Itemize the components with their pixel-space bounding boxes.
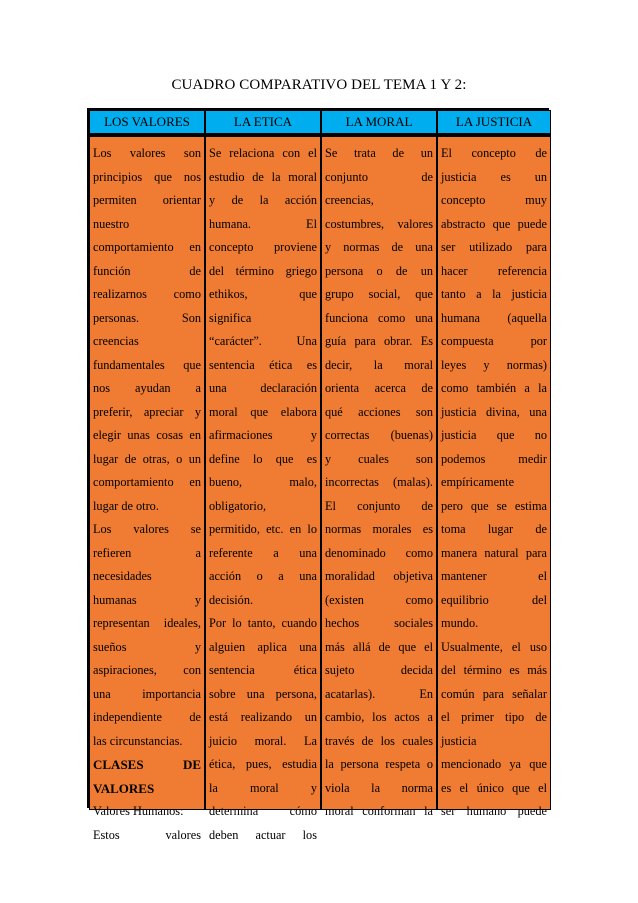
cell-text-line: decisión.: [209, 592, 254, 607]
cell-text-line: concepto muy: [441, 193, 547, 207]
cell-text-line: creencias: [93, 334, 139, 348]
cell-text-line: justicia que no: [441, 428, 547, 442]
cell-text-line: moral conforman la: [325, 804, 433, 818]
cell-text-line: mundo.: [441, 616, 479, 630]
cell-text-line: manera natural para: [441, 545, 547, 560]
cell-text-line: elegir unas cosas en: [93, 428, 201, 442]
cell-text-line: es el único que el: [441, 780, 547, 795]
cell-text-line: Usualmente, el uso: [441, 639, 547, 654]
cell-text-line: permiten orientar: [93, 193, 201, 207]
cell-text-line: representan ideales,: [93, 616, 201, 630]
cell-text-line: tanto a la justicia: [441, 287, 547, 301]
cell-text-line: el primer tipo de: [441, 710, 547, 724]
cell-text-line: compuesta por: [441, 334, 547, 348]
cell-los-valores: [89, 134, 205, 842]
cell-text-line: leyes y normas): [441, 357, 547, 372]
cell-text-line: Por lo tanto, cuando: [209, 616, 317, 630]
header-la-etica: LA ETICA: [205, 110, 321, 134]
header-los-valores: LOS VALORES: [89, 110, 205, 134]
cell-text-line: realizarnos como: [93, 287, 201, 301]
cell-text-line: normas morales es: [325, 522, 433, 536]
cell-text-line: denominado como: [325, 545, 433, 560]
cell-text-line: podemos medir: [441, 451, 547, 466]
cell-text-line: referente a una: [209, 545, 317, 560]
cell-text-line: justicia: [441, 733, 477, 748]
cell-text-line: guía para obrar. Es: [325, 334, 433, 348]
cell-text-line: Valores Humanos:: [93, 804, 184, 818]
cell-text-line: CLASES DE: [93, 757, 201, 772]
cell-text-line: funciona como una: [325, 310, 433, 325]
cell-text-line: El conjunto de: [325, 498, 433, 513]
cell-text-line: hechos sociales: [325, 616, 433, 630]
cell-text-line: El concepto de: [441, 146, 547, 160]
cell-text-line: del término griego: [209, 263, 317, 278]
cell-text-line: creencias,: [325, 193, 374, 207]
cell-text-line: bueno, malo,: [209, 475, 317, 489]
cell-text-line: las circunstancias.: [93, 733, 183, 748]
cell-text-line: y cuales son: [325, 451, 433, 466]
cell-text-line: VALORES: [93, 780, 155, 796]
cell-text-line: equilibrio del: [441, 592, 547, 607]
cell-text-line: preferir, apreciar y: [93, 404, 201, 419]
cell-text-line: hacer referencia: [441, 263, 547, 278]
cell-text-line: Los valores se: [93, 522, 201, 536]
header-la-justicia: LA JUSTICIA: [437, 110, 551, 134]
cell-text-line: deben actuar los: [209, 827, 317, 842]
comparison-table: [87, 108, 549, 842]
cell-text-line: acción o a una: [209, 569, 317, 583]
cell-la-etica: [205, 134, 321, 842]
cell-text-line: como también a la: [441, 381, 547, 395]
cell-text-line: mencionado ya que: [441, 757, 547, 771]
cell-text-line: sobre una persona,: [209, 686, 317, 701]
cell-text-line: principios que nos: [93, 169, 201, 184]
cell-text-line: viola la norma: [325, 780, 433, 795]
cell-text-line: (existen como: [325, 592, 433, 607]
cell-text-line: función de: [93, 263, 201, 278]
cell-text-line: Se relaciona con el: [209, 146, 317, 160]
cell-text-line: determina cómo: [209, 804, 317, 818]
cell-text-line: incorrectas (malas).: [325, 475, 433, 489]
cell-text-line: sentencia ética: [209, 663, 317, 677]
cell-text-line: ethikos, que: [209, 287, 317, 301]
cell-text-line: pero que se estima: [441, 498, 547, 513]
cell-text-line: refieren a: [93, 545, 201, 560]
cell-text-line: está realizando un: [209, 710, 317, 724]
cell-text-line: moralidad objetiva: [325, 569, 433, 583]
cell-text-line: ética, pues, estudia: [209, 757, 317, 771]
cell-text-line: lugar de otro.: [93, 498, 159, 513]
cell-text-line: conjunto de: [325, 169, 433, 184]
cell-text-line: través de los cuales: [325, 733, 433, 748]
cell-text-line: independiente de: [93, 710, 201, 724]
cell-la-justicia: [437, 134, 551, 818]
page-title: CUADRO COMPARATIVO DEL TEMA 1 Y 2:: [171, 77, 467, 93]
cell-text-line: afirmaciones y: [209, 428, 317, 442]
cell-text-line: permitido, etc. en lo: [209, 522, 317, 536]
cell-text-line: y de la acción: [209, 193, 317, 207]
cell-text-line: y normas de una: [325, 240, 433, 254]
cell-text-line: cambio, los actos a: [325, 710, 433, 724]
cell-text-line: ser utilizado para: [441, 240, 547, 254]
cell-text-line: concepto proviene: [209, 240, 317, 254]
cell-text-line: significa: [209, 310, 252, 325]
cell-text-line: “carácter”. Una: [209, 334, 317, 348]
cell-text-line: humana. El: [209, 216, 317, 231]
cell-text-line: humanas y: [93, 592, 201, 607]
cell-text-line: costumbres, valores: [325, 216, 433, 231]
cell-text-line: sujeto decida: [325, 663, 433, 677]
cell-la-moral: [321, 134, 437, 818]
cell-text-line: más allá de que el: [325, 639, 433, 654]
cell-text-line: mantener el: [441, 569, 547, 583]
cell-text-line: moral que elabora: [209, 404, 317, 419]
cell-text-line: nos ayudan a: [93, 381, 201, 395]
cell-text-line: comportamiento en: [93, 240, 201, 254]
cell-text-line: Los valores son: [93, 146, 201, 160]
cell-text-line: obligatorio,: [209, 498, 267, 513]
cell-text-line: comportamiento en: [93, 475, 201, 489]
cell-text-line: una declaración: [209, 381, 317, 395]
cell-text-line: grupo social, que: [325, 287, 433, 301]
cell-text-line: orienta acerca de: [325, 381, 433, 395]
cell-text-line: del término es más: [441, 663, 547, 677]
cell-text-line: humana (aquella: [441, 310, 547, 325]
cell-text-line: abstracto que puede: [441, 216, 547, 231]
cell-text-line: alguien aplica una: [209, 639, 317, 654]
cell-text-line: aspiraciones, con: [93, 663, 201, 677]
cell-text-line: sentencia ética es: [209, 357, 317, 372]
cell-text-line: la moral y: [209, 780, 317, 795]
cell-text-line: correctas (buenas): [325, 428, 433, 442]
cell-text-line: ser humano puede: [441, 804, 547, 818]
cell-text-line: la persona respeta o: [325, 757, 433, 771]
cell-text-line: Se trata de un: [325, 146, 433, 160]
cell-text-line: toma lugar de: [441, 522, 547, 536]
cell-text-line: define lo que es: [209, 451, 317, 466]
cell-text-line: nuestro: [93, 216, 130, 231]
cell-text-line: justicia es un: [441, 169, 547, 184]
cell-text-line: personas. Son: [93, 310, 201, 325]
cell-text-line: común para señalar: [441, 686, 547, 701]
cell-text-line: lugar de otras, o un: [93, 451, 201, 466]
cell-text-line: una importancia: [93, 686, 201, 701]
cell-text-line: fundamentales que: [93, 357, 201, 372]
cell-text-line: decir, la moral: [325, 357, 433, 372]
cell-text-line: Estos valores: [93, 827, 201, 842]
cell-text-line: sueños y: [93, 639, 201, 654]
cell-text-line: empíricamente: [441, 475, 515, 489]
cell-text-line: qué acciones son: [325, 404, 433, 419]
cell-text-line: justicia divina, una: [441, 404, 547, 419]
header-la-moral: LA MORAL: [321, 110, 437, 134]
cell-text-line: persona o de un: [325, 263, 433, 278]
cell-text-line: estudio de la moral: [209, 169, 317, 184]
cell-text-line: necesidades: [93, 569, 152, 583]
cell-text-line: juicio moral. La: [209, 733, 317, 748]
cell-text-line: acatarlas). En: [325, 686, 433, 701]
